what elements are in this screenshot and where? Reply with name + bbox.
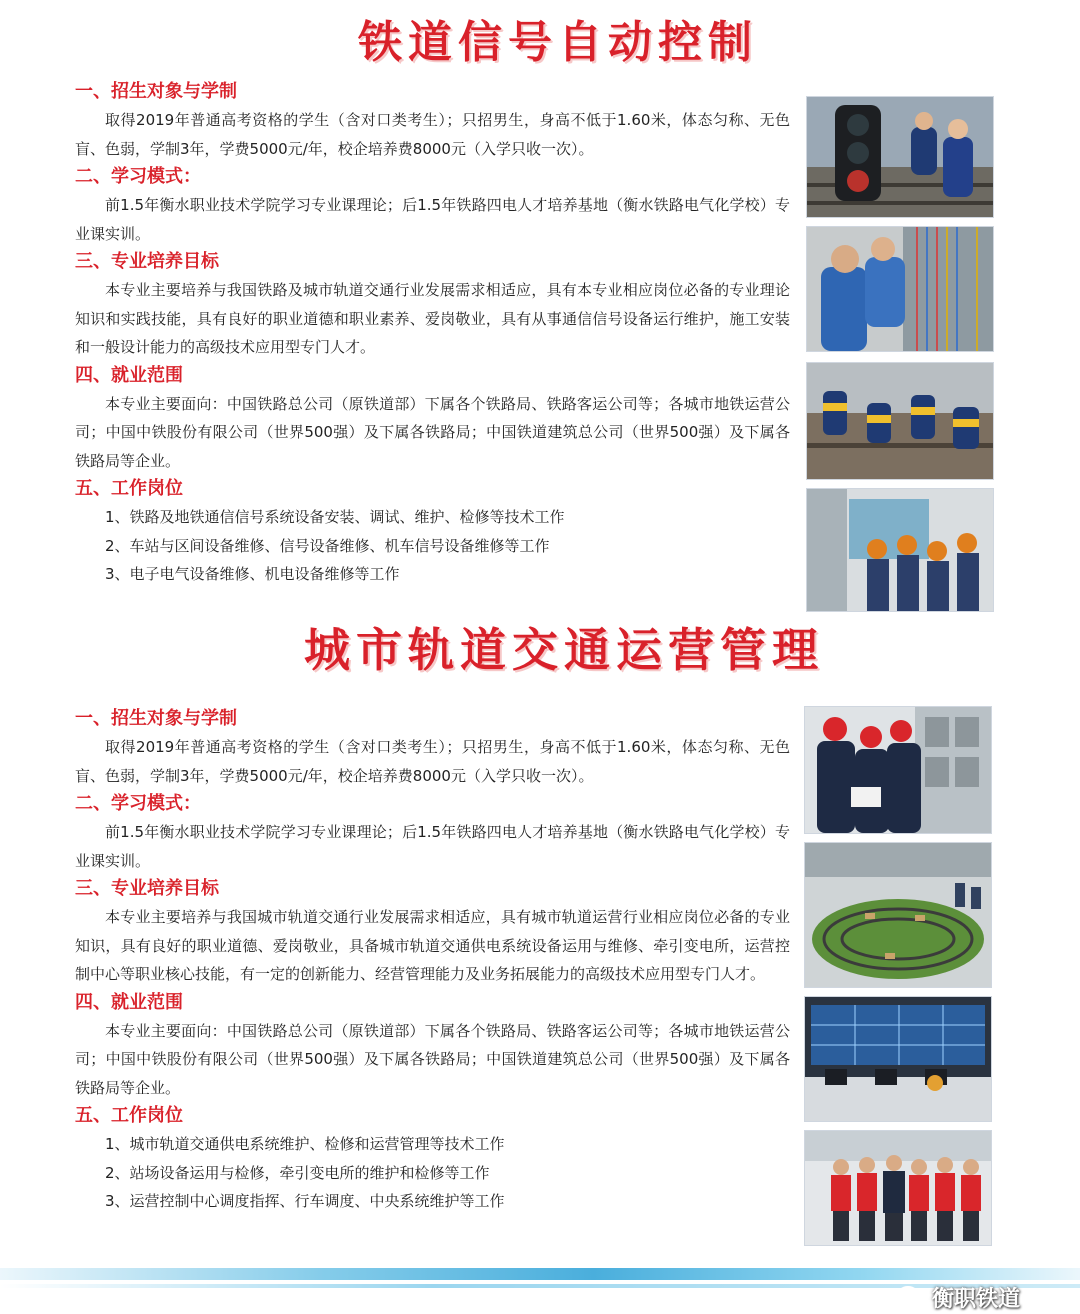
section1-heading-jobs: 五、工作岗位 — [75, 478, 183, 499]
photo-rail-model-hall — [804, 842, 992, 988]
section1-heading-goals: 三、专业培养目标 — [75, 251, 219, 272]
section1-body — [75, 78, 790, 589]
list-item: 1、城市轨道交通供电系统维护、检修和运营管理等技术工作 — [105, 1135, 505, 1153]
section2-heading-study-mode: 二、学习模式： — [75, 793, 201, 814]
list-item: 2、站场设备运用与检修，牵引变电所的维护和检修等工作 — [105, 1163, 490, 1182]
photo-station-staff — [804, 1130, 992, 1246]
section2-body — [75, 705, 790, 1216]
photo-operation-control-center — [804, 996, 992, 1122]
section2-text-enrollment: 取得2019年普通高考资格的学生（含对口类考生）；只招男生，身高不低于1.60米，体态匀称、无色盲、色弱，学制3年，学费5000元/年，校企培养费8000元（入学只收一次）。 — [75, 738, 790, 785]
section1-heading-enrollment: 一、招生对象与学制 — [75, 81, 237, 102]
list-item: 3、运营控制中心调度指挥、行车调度、中央系统维护等工作 — [105, 1192, 505, 1210]
section2-heading-enrollment: 一、招生对象与学制 — [75, 708, 237, 729]
section2-title: 城市轨道交通运营管理 — [304, 623, 824, 677]
section1-heading-study-mode: 二、学习模式： — [75, 166, 201, 187]
section2-heading-jobs: 五、工作岗位 — [75, 1105, 183, 1126]
section1-text-employment: 本专业主要面向：中国铁路总公司（原铁道部）下属各个铁路局、铁路客运公司等；各城市地铁运营公司；中国中铁股份有限公司（世界500强）及下属各铁路局；中国铁道建筑总公司（世界500强）及下属各铁路局等企业。 — [75, 394, 790, 470]
photo-signal-lights — [806, 96, 994, 218]
section2-heading-goals: 三、专业培养目标 — [75, 878, 219, 899]
section1-heading-employment: 四、就业范围 — [75, 364, 183, 386]
watermark — [896, 1282, 1020, 1312]
section1-text-goals: 本专业主要培养与我国铁路及城市轨道交通行业发展需求相适应，具有本专业相应岗位必备的专业理论知识和实践技能，具有良好的职业道德和职业素养、爱岗敬业，具有从事通信信号设备运行维护，施工安装和一般设计能力的高级技术应用型专门人才。 — [75, 281, 790, 356]
bottom-decor-band — [0, 1268, 1080, 1280]
section1-text-enrollment: 取得2019年普通高考资格的学生（含对口类考生）；只招男生，身高不低于1.60米，体态匀称、无色盲、色弱，学制3年，学费5000元/年，校企培养费8000元（入学只收一次）。 — [75, 111, 790, 158]
section2-text-goals: 本专业主要培养与我国城市轨道交通行业发展需求相适应，具有城市轨道运营行业相应岗位必备的专业知识，具有良好的职业道德、爱岗敬业，具备城市轨道交通供电系统设备运用与维修、牵引变电所，运营控制中心等职业核心技能，有一定的创新能力、经营管理能力及业务拓展能力的高级技术应用型专门人才。 — [75, 908, 790, 983]
photo-substation-inspection — [804, 706, 992, 834]
wechat-icon — [896, 1284, 926, 1310]
list-item: 2、车站与区间设备维修、信号设备维修、机车信号设备维修等工作 — [105, 536, 550, 555]
section2-text-study-mode: 前1.5年衡水职业技术学院学习专业课理论；后1.5年铁路四电人才培养基地（衡水铁路电气化学校）专业课实训。 — [75, 823, 790, 870]
photo-track-workers — [806, 362, 994, 480]
watermark-text: 衡职铁道 — [932, 1286, 1021, 1312]
section2-text-employment: 本专业主要面向：中国铁路总公司（原铁道部）下属各个铁路局、铁路客运公司等；各城市地铁运营公司；中国中铁股份有限公司（世界500强）及下属各铁路局；中国铁道建筑总公司（世界500强）及下属各铁路局等企业。 — [75, 1021, 790, 1097]
photo-wiring-cabinet — [806, 226, 994, 352]
list-item: 1、铁路及地铁通信信号系统设备安装、调试、维护、检修等技术工作 — [105, 508, 565, 526]
section2-heading-employment: 四、就业范围 — [75, 991, 183, 1013]
section1-job-list — [75, 503, 790, 589]
section1-title: 铁道信号自动控制 — [358, 17, 758, 68]
photo-control-room-training — [806, 488, 994, 612]
section2-job-list — [75, 1130, 790, 1216]
section1-text-study-mode: 前1.5年衡水职业技术学院学习专业课理论；后1.5年铁路四电人才培养基地（衡水铁路电气化学校）专业课实训。 — [75, 196, 790, 243]
list-item: 3、电子电气设备维修、机电设备维修等工作 — [105, 565, 400, 583]
